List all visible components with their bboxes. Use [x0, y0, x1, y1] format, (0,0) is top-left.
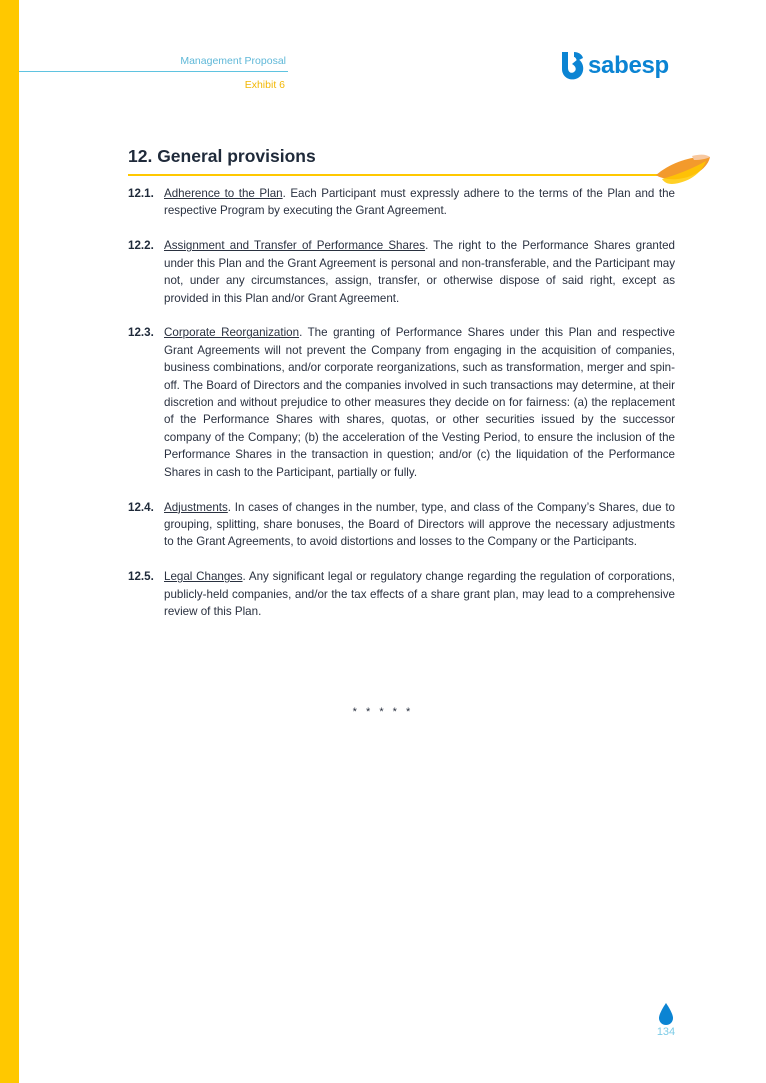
sabesp-logo [558, 50, 683, 84]
clause-heading: Assignment and Transfer of Performance Shares [164, 239, 426, 253]
header-rule [19, 71, 288, 72]
clause-body [164, 185, 675, 220]
logo-wordmark: sabesp [588, 52, 669, 79]
clause-text: . In cases of changes in the number, type, and class of the Company’s Shares, due to grouping, splitting, share bonuses, the Board of Directors will approve the necessary adjustments to the Grant Agreements, to avoid distortions and losses to the Company or the Participants. [164, 500, 675, 549]
clause-body [164, 324, 675, 481]
clause-number: 12.1. [128, 187, 154, 200]
clause-text: . The right to the Performance Shares granted under this Plan and the Grant Agreement is personal and non-transferable, and the Participant may not, under any circumstances, assign, transfer, or otherwise dispose of said right, except as provided in this Plan and/or Grant Agreement. [164, 239, 675, 305]
clause-body [164, 237, 675, 307]
clause-number: 12.3. [128, 326, 154, 340]
water-drop-icon [659, 1003, 673, 1025]
swoosh-decoration-icon [652, 153, 712, 189]
clause-12-1 [128, 185, 675, 220]
document-title: Management Proposal [180, 55, 286, 67]
clause-12-2 [128, 237, 675, 307]
left-accent-bar [0, 0, 19, 1083]
clause-body [164, 568, 675, 620]
sabesp-logo-icon [558, 50, 586, 82]
clause-12-3 [128, 324, 675, 481]
clause-heading: Adjustments [164, 500, 228, 514]
clause-12-4 [128, 499, 675, 551]
clause-text: . The granting of Performance Shares under this Plan and respective Grant Agreements will not prevent the Company from engaging in the acquisition of companies, business combinations, and/or corporate reorganizations, such as transformation, merger and spin-off. The Board of Directors and the companies involved in such transactions may determine, at their discretion and without prejudice to other measures they decide on for fairness: (a) the replacement of the Performance Shares with shares, quotas, or other securities issued by the successor company of the Company; (b) the acceleration of the Vesting Period, to ensure the inclusion of the Performance Shares in the transaction in question; and/or (c) the liquidation of the Performance Shares in cash to the Participant, partially or fully. [164, 326, 675, 479]
clause-number: 12.4. [128, 500, 154, 514]
clause-heading: Adherence to the Plan [164, 187, 283, 200]
exhibit-label: Exhibit 6 [244, 79, 285, 91]
section-separator: * * * * * [352, 706, 414, 718]
clause-heading: Corporate Reorganization [164, 326, 300, 340]
clause-body [164, 499, 675, 551]
clauses-list [128, 185, 675, 638]
title-rule [128, 174, 658, 176]
clause-heading: Legal Changes [164, 570, 243, 584]
page-number: 134 [656, 1026, 676, 1038]
clause-text: . Each Participant must expressly adhere to the terms of the Plan and the respective Program by executing the Grant Agreement. [164, 187, 675, 218]
clause-number: 12.5. [128, 570, 154, 584]
clause-12-5 [128, 568, 675, 620]
section-title: 12. General provisions [128, 146, 316, 166]
clause-number: 12.2. [128, 239, 154, 253]
clause-text: . Any significant legal or regulatory change regarding the regulation of corporations, publicly-held companies, and/or the tax effects of a share grant plan, may lead to a comprehensive review of this Plan. [164, 570, 675, 619]
